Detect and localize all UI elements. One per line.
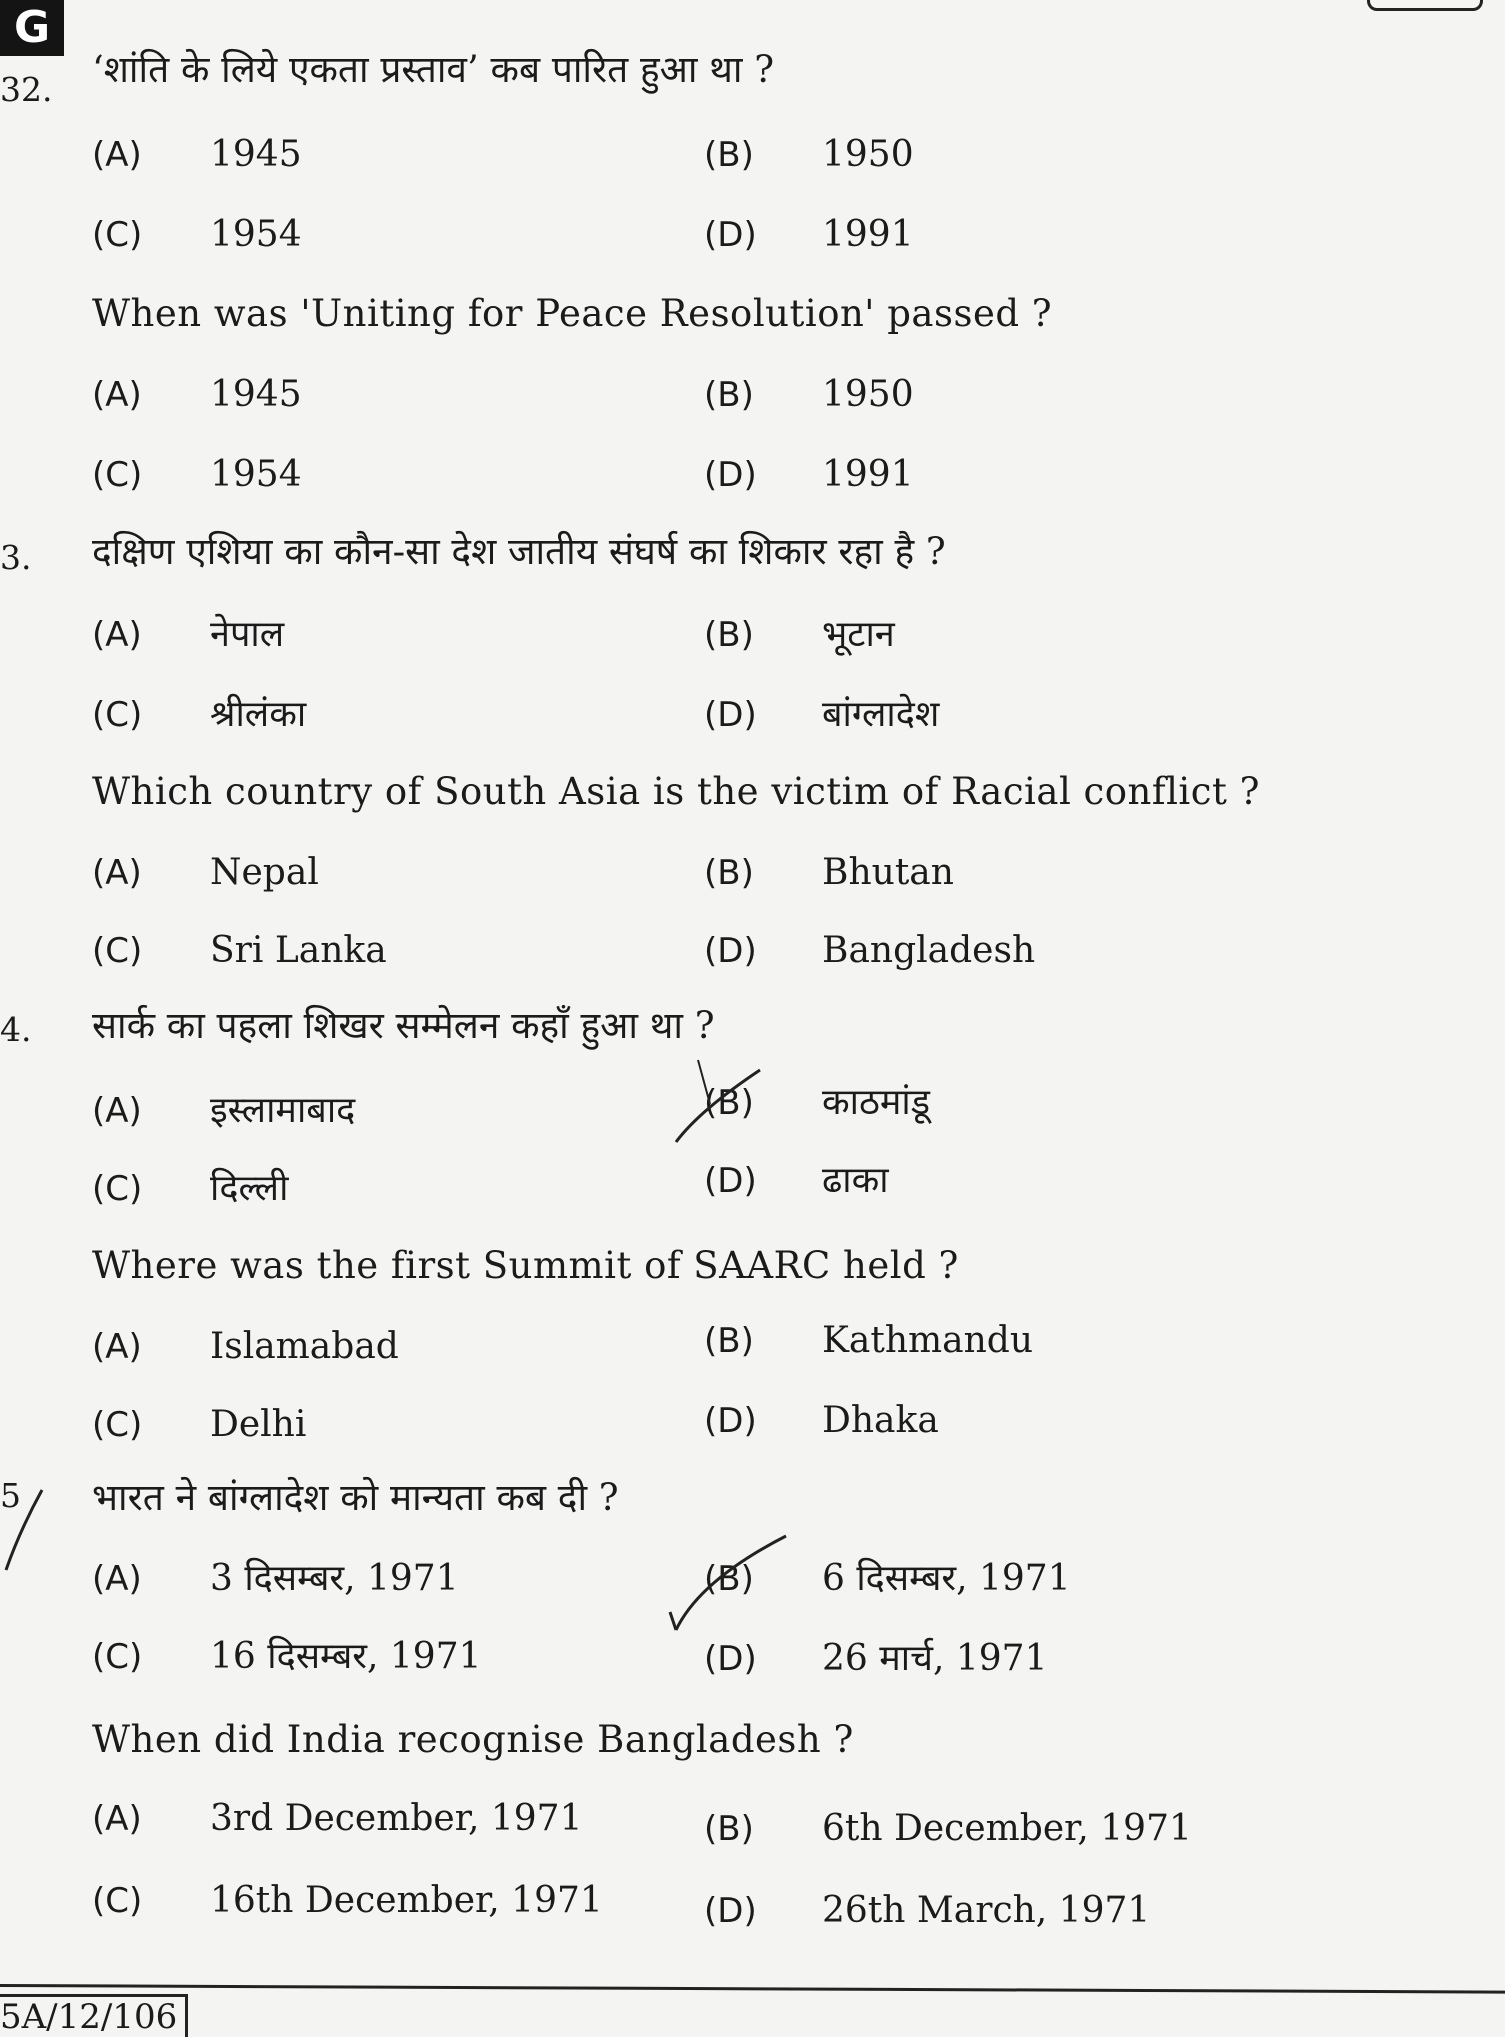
option-label: (B) <box>704 1083 754 1123</box>
option-c <box>92 930 387 971</box>
question-text-hindi: दक्षिण एशिया का कौन-सा देश जातीय संघर्ष का शिकार रहा है ? <box>92 530 946 573</box>
question-text-hindi: भारत ने बांग्लादेश को मान्यता कब दी ? <box>92 1476 619 1519</box>
option-value: Delhi <box>210 1404 307 1445</box>
option-a <box>92 1326 399 1367</box>
option-label: (B) <box>704 615 754 655</box>
page-number-box <box>1367 0 1483 11</box>
option-value: Bangladesh <box>822 930 1036 971</box>
option-value: ढाका <box>822 1160 889 1201</box>
option-label: (C) <box>92 931 143 971</box>
option-label: (C) <box>92 215 143 255</box>
option-label: (D) <box>704 1891 757 1931</box>
option-value: दिल्ली <box>210 1168 289 1209</box>
option-label: (A) <box>92 1559 142 1599</box>
question-text-english: When was 'Uniting for Peace Resolution' passed ? <box>92 292 1053 335</box>
option-value: 1950 <box>822 134 914 175</box>
option-value: काठमांडू <box>822 1082 931 1123</box>
question-number: 3. <box>0 538 32 577</box>
option-label: (B) <box>704 1559 754 1599</box>
option-label: (B) <box>704 135 754 175</box>
option-c <box>92 1404 306 1445</box>
option-value: 1945 <box>210 134 302 175</box>
option-value: Islamabad <box>210 1326 399 1367</box>
option-label: (A) <box>92 1799 142 1839</box>
option-value: 3rd December, 1971 <box>210 1798 583 1839</box>
option-b <box>704 374 914 415</box>
option-value: बांग्लादेश <box>822 694 940 735</box>
option-label: (A) <box>92 853 142 893</box>
option-a <box>92 1084 355 1133</box>
option-label: (A) <box>92 375 142 415</box>
option-value: 6th December, 1971 <box>822 1808 1192 1849</box>
option-label: (C) <box>92 1169 143 1209</box>
option-a <box>92 374 302 415</box>
option-label: (A) <box>92 1327 142 1367</box>
option-value: 3 दिसम्बर, 1971 <box>210 1558 459 1599</box>
option-a <box>92 134 302 175</box>
question-text-english: When did India recognise Bangladesh ? <box>92 1718 854 1761</box>
option-c <box>92 214 302 255</box>
option-label: (A) <box>92 1091 142 1131</box>
option-label: (A) <box>92 615 142 655</box>
option-value: 26 मार्च, 1971 <box>822 1638 1048 1679</box>
question-text-english: Where was the first Summit of SAARC held ? <box>92 1244 959 1287</box>
option-value: 1950 <box>822 374 914 415</box>
option-d <box>704 1400 939 1441</box>
option-d <box>704 930 1035 971</box>
option-value: 1991 <box>822 454 914 495</box>
option-label: (B) <box>704 1809 754 1849</box>
option-label: (D) <box>704 1639 757 1679</box>
option-b <box>704 134 914 175</box>
question-number: 32. <box>0 70 53 109</box>
option-b <box>704 1808 1192 1849</box>
option-label: (D) <box>704 455 757 495</box>
option-label: (B) <box>704 853 754 893</box>
set-badge: G <box>0 0 64 56</box>
option-label: (D) <box>704 931 757 971</box>
question-number: 4. <box>0 1010 32 1049</box>
question-text-english: Which country of South Asia is the victim of Racial conflict ? <box>92 770 1260 813</box>
footer-rule <box>0 1984 1505 1994</box>
option-label: (D) <box>704 215 757 255</box>
option-d <box>704 1890 1150 1931</box>
tick-mark <box>670 1612 676 1630</box>
option-value: 16 दिसम्बर, 1971 <box>210 1636 482 1677</box>
option-value: श्रीलंका <box>210 694 307 735</box>
option-value: Kathmandu <box>822 1320 1034 1361</box>
option-c <box>92 1880 603 1921</box>
option-d <box>704 1632 1047 1681</box>
option-c <box>92 688 306 737</box>
option-d <box>704 688 939 737</box>
option-c <box>92 454 302 495</box>
option-label: (C) <box>92 455 143 495</box>
option-value: Nepal <box>210 852 319 893</box>
question-number: 5 <box>0 1476 21 1515</box>
option-label: (C) <box>92 1881 143 1921</box>
option-value: Dhaka <box>822 1400 939 1441</box>
option-value: 1945 <box>210 374 302 415</box>
option-value: 16th December, 1971 <box>210 1880 603 1921</box>
option-label: (D) <box>704 1401 757 1441</box>
option-value: इस्लामाबाद <box>210 1090 356 1131</box>
option-label: (D) <box>704 1161 757 1201</box>
option-value: भूटान <box>822 614 895 655</box>
option-b <box>704 1076 930 1125</box>
option-d <box>704 214 914 255</box>
option-a <box>92 852 319 893</box>
option-value: 1954 <box>210 214 302 255</box>
option-value: Bhutan <box>822 852 954 893</box>
option-b <box>704 852 954 893</box>
option-d <box>704 1154 889 1203</box>
paper-code: 5A/12/106 <box>0 1994 188 2037</box>
option-a <box>92 1798 582 1839</box>
option-value: 6 दिसम्बर, 1971 <box>822 1558 1071 1599</box>
option-label: (C) <box>92 1637 143 1677</box>
option-c <box>92 1162 288 1211</box>
option-value: 1954 <box>210 454 302 495</box>
option-label: (D) <box>704 695 757 735</box>
option-value: 26th March, 1971 <box>822 1890 1151 1931</box>
option-label: (B) <box>704 1321 754 1361</box>
option-c <box>92 1630 482 1679</box>
option-value: 1991 <box>822 214 914 255</box>
option-label: (B) <box>704 375 754 415</box>
option-label: (C) <box>92 695 143 735</box>
option-b <box>704 1320 1033 1361</box>
option-value: Sri Lanka <box>210 930 387 971</box>
option-label: (A) <box>92 135 142 175</box>
option-value: नेपाल <box>210 614 285 655</box>
option-a <box>92 608 284 657</box>
option-b <box>704 608 895 657</box>
option-label: (C) <box>92 1405 143 1445</box>
question-text-hindi: ‘शांति के लिये एकता प्रस्ताव’ कब पारित हुआ था ? <box>92 48 775 91</box>
option-b <box>704 1552 1071 1601</box>
option-a <box>92 1552 459 1601</box>
option-d <box>704 454 914 495</box>
question-text-hindi: सार्क का पहला शिखर सम्मेलन कहाँ हुआ था ? <box>92 1004 715 1047</box>
